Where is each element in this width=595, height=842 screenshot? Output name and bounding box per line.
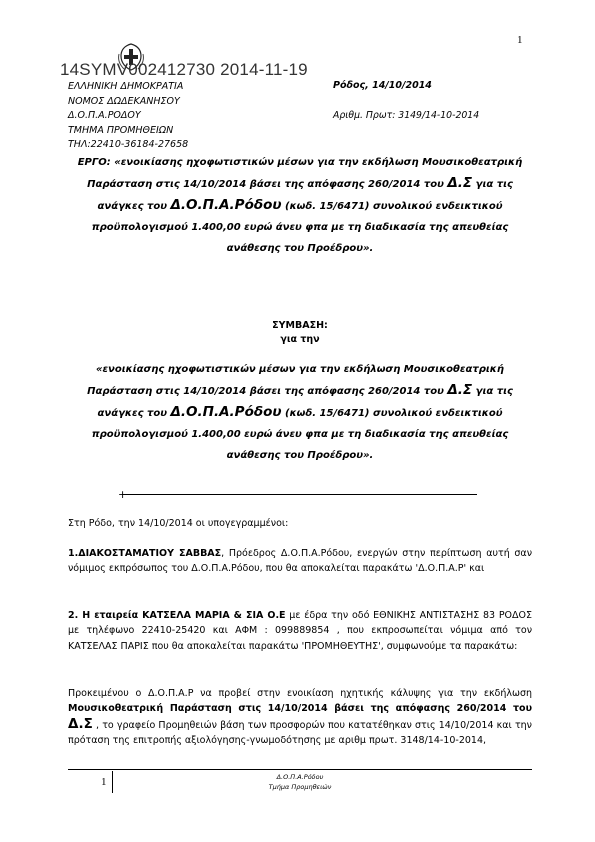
ergo-line: ανάγκες του Δ.Ο.Π.Α.Ρόδου (κωδ. 15/6471) συνολικού ενδεικτικού bbox=[97, 197, 503, 213]
document-stamp: 14SYMV002412730 2014-11-19 bbox=[60, 60, 308, 79]
contract-line: προϋπολογισμού 1.400,00 ευρώ άνευ φπα με τη διαδικασία της απευθείας bbox=[91, 429, 509, 440]
header-line: ΤΗΛ:22410-36184-27658 bbox=[68, 139, 189, 151]
header-date: Ρόδος, 14/10/2014 bbox=[333, 80, 432, 91]
party2-name: 2. Η εταιρεία ΚΑΤΣΕΛΑ ΜΑΡΙΑ & ΣΙΑ Ο.Ε bbox=[68, 610, 286, 621]
header-line: ΝΟΜΟΣ ΔΩΔΕΚΑΝΗΣΟΥ bbox=[68, 95, 180, 107]
ergo-line: προϋπολογισμού 1.400,00 ευρώ άνευ φπα με τη διαδικασία της απευθείας bbox=[91, 222, 509, 233]
party2-paragraph: 2. Η εταιρεία ΚΑΤΣΕΛΑ ΜΑΡΙΑ & ΣΙΑ Ο.Ε με έδρα την οδό ΕΘΝΙΚΗΣ ΑΝΤΙΣΤΑΣΗΣ 83 ΡΟΔΟΣ με τηλέφωνο 22410-25420 και ΑΦΜ : 099889854 , που εκπροσωπείται νόμιμα από τον ΚΑΤΣΕΛΑΣ ΠΑΡΙΣ που θα αποκαλείται παρακάτω 'ΠΡΟΜΗΘΕΥΤΗΣ', συμφωνούμε τα παρακάτω: bbox=[68, 610, 532, 652]
contract-line: Παράσταση στις 14/10/2014 βάσει της απόφασης 260/2014 του Δ.Σ για τις bbox=[87, 382, 513, 398]
divider-marker: + bbox=[118, 488, 128, 501]
header-protocol: Αριθμ. Πρωτ: 3149/14-10-2014 bbox=[333, 110, 480, 121]
footer-separator bbox=[112, 771, 233, 793]
header-line: ΕΛΛΗΝΙΚΗ ΔΗΜΟΚΡΑΤΙΑ bbox=[68, 81, 184, 92]
ergo-line: ανάθεσης του Προέδρου». bbox=[226, 243, 374, 254]
header-authority bbox=[68, 80, 188, 153]
contract-line: ανάγκες του Δ.Ο.Π.Α.Ρόδου (κωδ. 15/6471) συνολικού ενδεικτικού bbox=[97, 404, 503, 420]
contract-title: ΣΥΜΒΑΣΗ: bbox=[272, 320, 328, 331]
ergo-block bbox=[68, 152, 532, 259]
footer-page-number: 1 bbox=[101, 776, 107, 788]
ergo-line: ΕΡΓΟ: «ενοικίασης ηχοφωτιστικών μέσων για την εκδήλωση Μουσικοθεατρική bbox=[77, 157, 523, 168]
party1-paragraph: 1.ΔΙΑΚΟΣΤΑΜΑΤΙΟΥ ΣΑΒΒΑΣ, Πρόεδρος Δ.Ο.Π.Α.Ρόδου, ενεργών στην περίπτωση αυτή σαν νόμιμος εκπρόσωπος του Δ.Ο.Π.Α.Ρόδου, που θα αποκαλείται παρακάτω 'Δ.Ο.Π.Α.Ρ' και bbox=[68, 548, 533, 575]
intro-paragraph: Στη Ρόδο, την 14/10/2014 οι υπογεγραμμένοι: bbox=[68, 518, 289, 529]
footer-org: Δ.Ο.Π.Α.Ρόδου Τμήμα Προμηθειών bbox=[268, 773, 332, 791]
party1-name: 1.ΔΙΑΚΟΣΤΑΜΑΤΙΟΥ ΣΑΒΒΑΣ bbox=[68, 548, 222, 559]
footer-rule bbox=[68, 769, 532, 770]
divider-line bbox=[122, 494, 477, 495]
header-line: ΤΜΗΜΑ ΠΡΟΜΗΘΕΙΩΝ bbox=[68, 124, 174, 136]
header-line: Δ.Ο.Π.Α.ΡΟΔΟΥ bbox=[68, 110, 141, 122]
ergo-line: Παράσταση στις 14/10/2014 βάσει της απόφασης 260/2014 του Δ.Σ για τις bbox=[87, 175, 513, 191]
contract-line: «ενοικίασης ηχοφωτιστικών μέσων για την εκδήλωση Μουσικοθεατρική bbox=[95, 364, 505, 375]
final-paragraph: Προκειμένου ο Δ.Ο.Π.Α.Ρ να προβεί στην ενοικίαση ηχητικής κάλυψης για την εκδήλωση Μουσικοθεατρική Παράσταση στις 14/10/2014 βάσει της απόφασης 260/2014 του Δ.Σ , το γραφείο Προμηθειών βάση των προσφορών που κατατέθηκαν στις 14/10/2014 και την πρόταση της επιτροπής αξιολόγησης-γνωμοδότησης με αριθμ πρωτ. 3148/14-10-2014, bbox=[68, 688, 532, 746]
contract-subtitle: για την bbox=[280, 334, 320, 345]
contract-line: ανάθεσης του Προέδρου». bbox=[226, 450, 374, 461]
contract-block bbox=[68, 359, 532, 466]
page-number-top: 1 bbox=[517, 34, 523, 46]
